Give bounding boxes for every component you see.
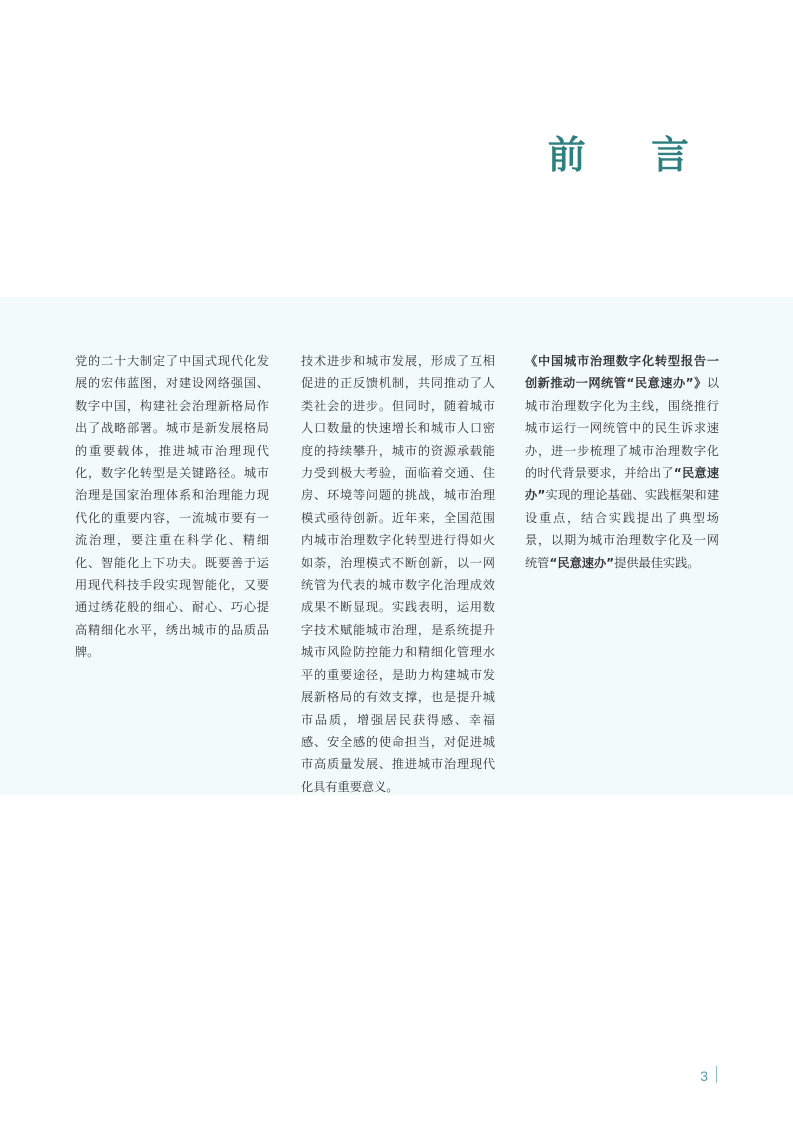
page-title: 前 言 — [547, 133, 715, 177]
body-column-2: 技术进步和城市发展，形成了互相促进的正反馈机制，共同推动了人类社会的进步。但同时，随着城市人口数量的快速增长和城市人口密度的持续攀升，城市的资源承载能力受到极大考验，面临着交通、住房、环境等问题的挑战，城市治理模式亟待创新。近年来，全国范围内城市治理数字化转型进行得如火如荼，治理模式不断创新，以一网统管为代表的城市数字化治理成效成果不断显现。实践表明，运用数字技术赋能城市治理，是系统提升城市风险防控能力和精细化管理水平的重要途径，是助力构建城市发展新格局的有效支撑，也是提升城市品质，增强居民获得感、幸福感、安全感的使命担当，对促进城市高质量发展、推进城市治理现代化具有重要意义。 — [301, 354, 495, 794]
report-title: 《中国城市治理数字化转型报告一创新推动一网统管“民意速办”》 — [525, 354, 719, 391]
body-column-1: 党的二十大制定了中国式现代化发展的宏伟蓝图，对建设网络强国、数字中国，构建社会治理新格局作出了战略部署。城市是新发展格局的重要载体，推进城市治理现代化，数字化转型是关键路径。城市治理是国家治理体系和治理能力现代化的重要内容，一流城市要有一流治理，要注重在科学化、精细化、智能化上下功夫。既要善于运用现代科技手段实现智能化，又要通过绣花般的细心、耐心、巧心提高精细化水平，绣出城市的品质品牌。 — [75, 354, 269, 660]
page-number: 3 — [700, 1068, 708, 1084]
term-minyi-suban-2: “民意速办” — [549, 555, 615, 570]
column-3-text-a: 以城市治理数字化为主线，围绕推行城市运行一网统管中的民生诉求速办，进一步梳理了城市治理数字化的时代背景要求，并给出了 — [525, 376, 719, 481]
term-minyi-suban-1: “民意速办” — [525, 466, 720, 503]
body-column-3 — [525, 350, 719, 574]
column-3-text-c: 提供最佳实践。 — [614, 555, 700, 570]
column-3-text-b: 实现的理论基础、实践框架和建设重点，结合实践提出了典型场景，以期为城市治理数字化及一网统管 — [525, 488, 720, 570]
page-number-divider — [716, 1066, 717, 1083]
